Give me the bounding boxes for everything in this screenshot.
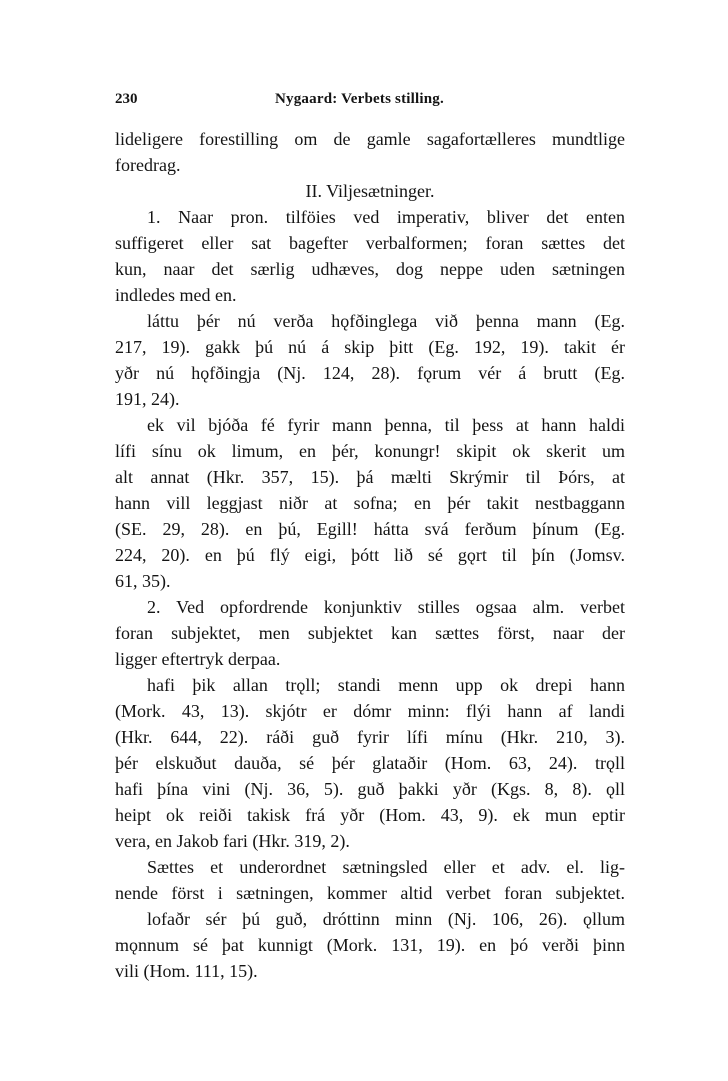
text-line: ligger eftertryk derpaa. — [115, 649, 281, 669]
example-line: (Mork. 43, 13). skjótr er dómr minn: flýi hann af landi — [115, 701, 625, 721]
example-line: 224, 20). en þú flý eigi, þótt lið sé gǫrt til þín (Jomsv. — [115, 545, 625, 565]
example-line: alt annat (Hkr. 357, 15). þá mælti Skrýmir til Þórs, at — [115, 467, 625, 487]
section-heading: II. Viljesætninger. — [305, 181, 435, 201]
text-line: suffigeret eller sat bagefter verbalformen; foran sættes det — [115, 233, 625, 253]
text-line: 2. Ved opfordrende konjunktiv stilles ogsaa alm. verbet — [147, 597, 625, 617]
example-line: hann vill leggjast niðr at sofna; en þér takit nestbaggann — [115, 493, 625, 513]
example-line: ek vil bjóða fé fyrir mann þenna, til þess at hann haldi — [147, 415, 625, 435]
example-line: vera, en Jakob fari (Hkr. 319, 2). — [115, 831, 350, 851]
text-line: foran subjektet, men subjektet kan sættes först, naar der — [115, 623, 625, 643]
page-number: 230 — [115, 91, 138, 107]
example-line: (SE. 29, 28). en þú, Egill! hátta svá ferðum þínum (Eg. — [115, 519, 625, 539]
example-line: hafi þik allan trǫll; standi menn upp ok drepi hann — [147, 675, 625, 695]
example-line: 191, 24). — [115, 389, 180, 409]
example-line: heipt ok reiði takisk frá yðr (Hom. 43, 9). ek mun eptir — [115, 805, 625, 825]
example-line: vili (Hom. 111, 15). — [115, 961, 258, 981]
example-line: hafi þína vini (Nj. 36, 5). guð þakki yðr (Kgs. 8, 8). ǫll — [115, 779, 625, 799]
text-line: kun, naar det særlig udhæves, dog neppe uden sætningen — [115, 259, 625, 279]
example-line: 61, 35). — [115, 571, 171, 591]
text-line: lideligere forestilling om de gamle sagafortælleres mundtlige — [115, 129, 625, 149]
example-line: lífi sínu ok limum, en þér, konungr! skipit ok skerit um — [115, 441, 625, 461]
example-line: (Hkr. 644, 22). ráði guð fyrir lífi mínu (Hkr. 210, 3). — [115, 727, 625, 747]
text-line: foredrag. — [115, 155, 181, 175]
text-line: Sættes et underordnet sætningsled eller et adv. el. lig- — [147, 857, 625, 877]
text-line: nende först i sætningen, kommer altid verbet foran subjektet. — [115, 883, 625, 903]
text-line: indledes med en. — [115, 285, 237, 305]
example-line: láttu þér nú verða hǫfðinglega við þenna mann (Eg. — [147, 311, 625, 331]
example-line: þér elskuðut dauða, sé þér glataðir (Hom. 63, 24). trǫll — [115, 753, 625, 773]
example-line: lofaðr sér þú guð, dróttinn minn (Nj. 106, 26). ǫllum — [147, 909, 625, 929]
example-line: mǫnnum sé þat kunnigt (Mork. 131, 19). en þó verði þinn — [115, 935, 625, 955]
running-title: Nygaard: Verbets stilling. — [275, 91, 444, 107]
example-line: yðr nú hǫfðingja (Nj. 124, 28). fǫrum vér á brutt (Eg. — [115, 363, 625, 383]
running-header — [115, 91, 625, 111]
text-line: 1. Naar pron. tilföies ved imperativ, bliver det enten — [147, 207, 625, 227]
example-line: 217, 19). gakk þú nú á skip þitt (Eg. 192, 19). takit ér — [115, 337, 625, 357]
